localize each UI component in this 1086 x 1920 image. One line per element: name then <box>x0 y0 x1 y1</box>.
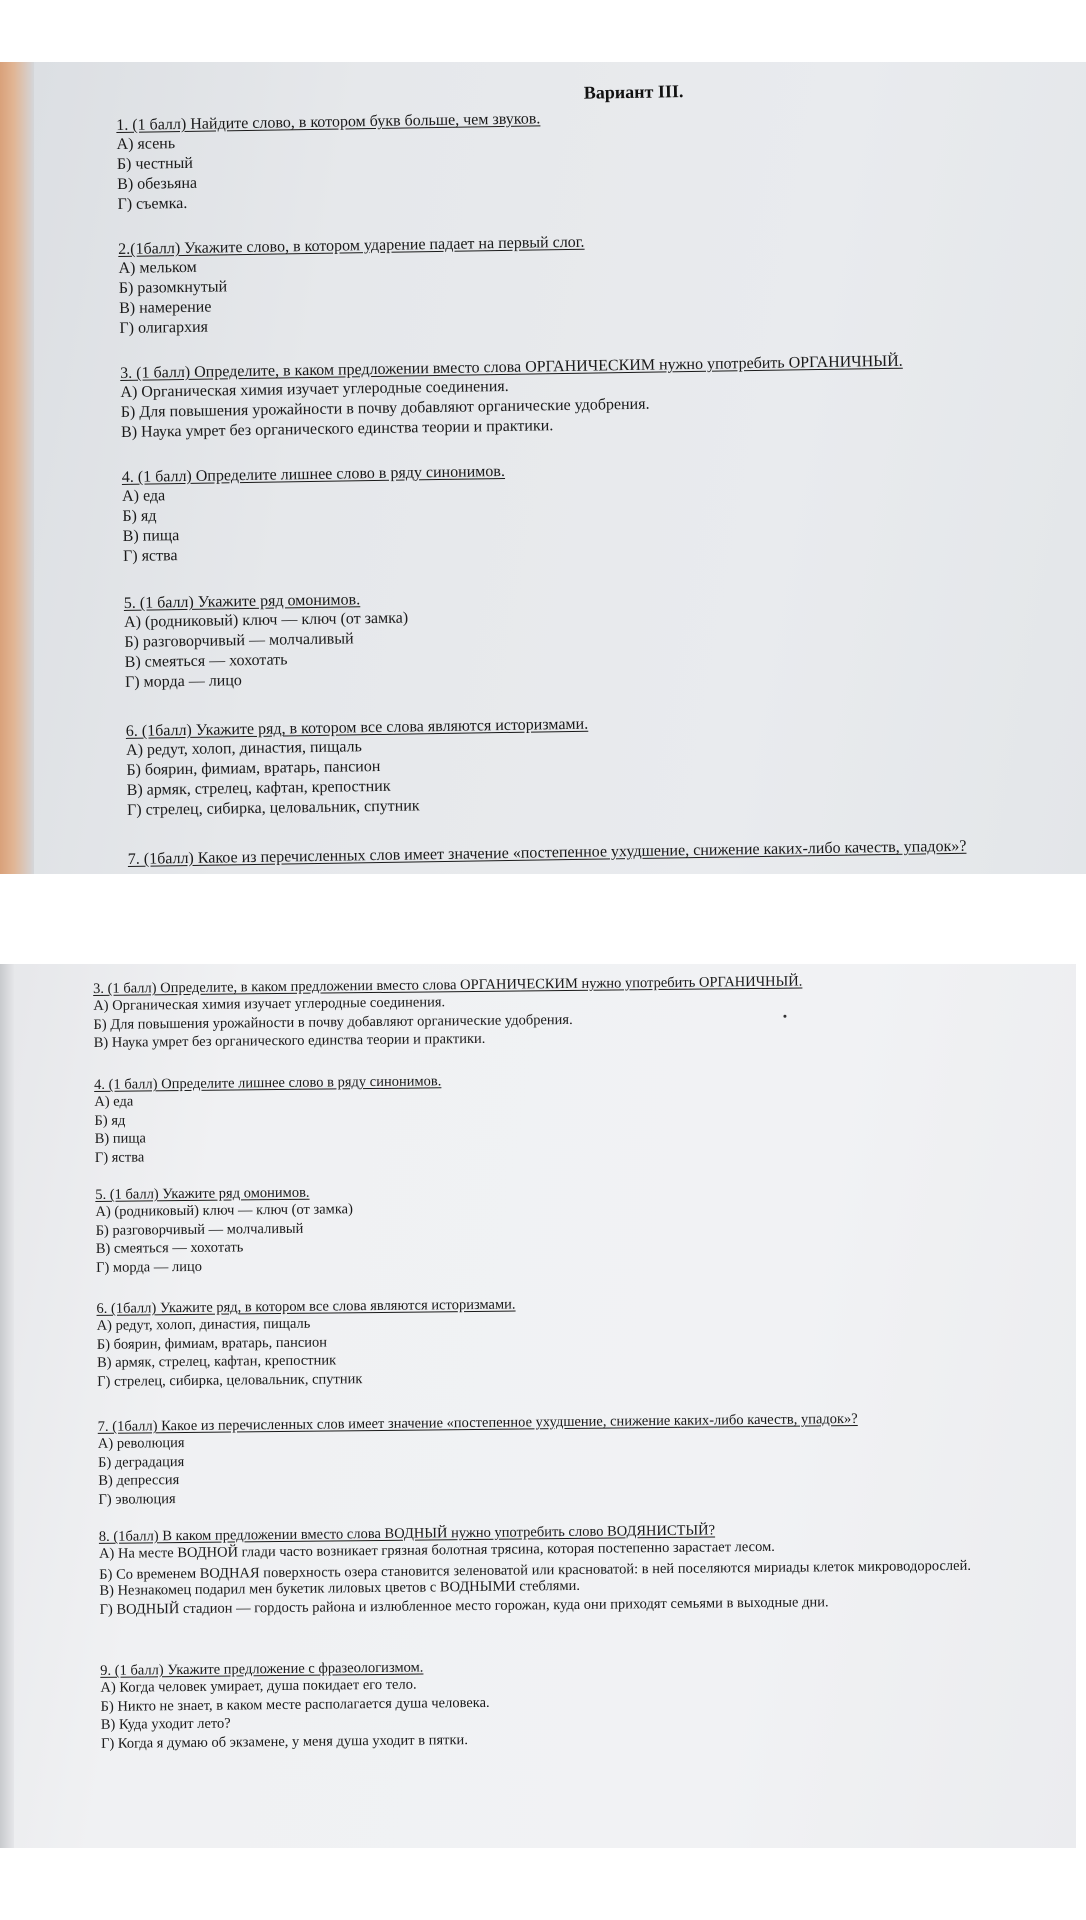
question-2-head: 2.(1балл) Укажите слово, в котором ударение падает на первый слог. <box>118 233 585 259</box>
p2-question-8-option-d: Г) ВОДНЫЙ стадион — гордость района и излюбленное место горожан, куда они приходят семьями в выходные дни. <box>99 1593 829 1618</box>
p2-question-8-option-c: В) Незнакомец подарил мен букетик лиловых цветов с ВОДНЫМИ стеблями. <box>99 1577 581 1599</box>
question-6-head: 6. (1балл) Укажите ряд, в котором все слова являются историзмами. <box>125 715 589 740</box>
question-6-option-b: Б) боярин, фимиам, вратарь, пансион <box>126 757 381 779</box>
page-1-content <box>0 62 1086 874</box>
question-1-option-a: А) ясень <box>116 135 176 154</box>
p2-question-4-option-b: Б) яд <box>94 1112 126 1129</box>
p2-question-9-option-c: В) Куда уходит лето? <box>100 1715 231 1733</box>
p2-question-8 <box>99 1521 980 1621</box>
question-5-head: 5. (1 балл) Укажите ряд омонимов. <box>123 591 361 612</box>
question-1-option-c: В) обезьяна <box>117 174 198 194</box>
ink-dot <box>783 1015 786 1018</box>
p2-question-9-option-b: Б) Никто не знает, в каком месте располагается душа человека. <box>100 1694 490 1715</box>
p2-question-7 <box>98 1412 859 1511</box>
p2-question-5-option-a: А) (родниковый) ключ — ключ (от замка) <box>95 1201 353 1220</box>
question-5-option-b: Б) разговорчивый — молчаливый <box>124 630 354 651</box>
question-4-option-b: Б) яд <box>122 507 157 525</box>
p2-question-4-option-c: В) пища <box>94 1130 147 1147</box>
p2-question-9-head: 9. (1 балл) Укажите предложение с фразеологизмом. <box>100 1659 424 1679</box>
question-2-option-a: А) мельком <box>118 258 197 278</box>
p2-question-8-option-b: Б) Со временем ВОДНАЯ поверхность озера становится зеленоватой или красноватой: в ней поселяются мириады клеток микроводорослей. <box>99 1557 972 1583</box>
question-4 <box>122 464 507 569</box>
question-3 <box>120 354 904 445</box>
p2-question-5-option-c: В) смеяться — хохотать <box>95 1239 244 1257</box>
p2-question-8-head: 8. (1балл) В каком предложении вместо слова ВОДНЫЙ нужно употребить слово ВОДЯНИСТЫЙ? <box>98 1522 716 1545</box>
question-6-option-d: Г) стрелец, сибирка, целовальник, спутник <box>126 797 420 819</box>
p2-question-9-option-a: А) Когда человек умирает, душа покидает его тело. <box>100 1676 417 1696</box>
p2-question-6-option-a: А) редут, холоп, династия, пищаль <box>96 1315 311 1334</box>
question-5-option-a: А) (родниковый) ключ — ключ (от замка) <box>123 609 409 631</box>
question-5-option-c: В) смеяться — хохотать <box>124 651 288 671</box>
question-2-option-b: Б) разомкнутый <box>118 278 228 298</box>
p2-question-9 <box>100 1660 490 1755</box>
p2-question-3-option-c: В) Наука умрет без органического единства теории и практики. <box>93 1030 486 1051</box>
page-2-content <box>0 964 1076 1848</box>
question-2-option-c: В) намерение <box>119 298 212 318</box>
p2-question-7-option-b: Б) деградация <box>97 1453 185 1471</box>
photo-page-1 <box>0 62 1086 874</box>
question-1-head: 1. (1 балл) Найдите слово, в котором букв больше, чем звуков. <box>116 110 541 135</box>
question-4-option-a: А) еда <box>121 487 166 505</box>
p2-question-6-head: 6. (1балл) Укажите ряд, в котором все слова являются историзмами. <box>96 1296 516 1317</box>
p2-question-7-head: 7. (1балл) Какое из перечисленных слов имеет значение «постепенное ухудшение, снижение каких-либо качеств, упадок»? <box>97 1410 858 1435</box>
question-6-option-c: В) армяк, стрелец, кафтан, крепостник <box>126 777 391 799</box>
p2-question-5-option-d: Г) морда — лицо <box>95 1258 203 1276</box>
p2-question-3-option-b: Б) Для повышения урожайности в почву добавляют органические удобрения. <box>93 1011 573 1033</box>
question-4-head: 4. (1 балл) Определите лишнее слово в ряду синонимов. <box>121 462 506 486</box>
p2-question-3-head: 3. (1 балл) Определите, в каком предложении вместо слова ОРГАНИЧЕСКИМ нужно употребить ОРГАНИЧНЫЙ. <box>93 973 803 997</box>
p2-question-5 <box>95 1185 353 1279</box>
p2-question-7-option-d: Г) эволюция <box>98 1490 176 1508</box>
p2-question-9-option-d: Г) Когда я думаю об экзамене, у меня душа уходит в пятки. <box>100 1731 468 1752</box>
question-4-option-d: Г) яства <box>122 547 178 565</box>
question-1 <box>116 111 542 217</box>
question-7-head-cut: 7. (1балл) Какое из перечисленных слов имеет значение «постепенное ухудшение, снижение каких-либо качеств, упадок»? <box>127 837 967 868</box>
question-7-cut <box>128 839 967 871</box>
variant-title: Вариант III. <box>583 81 684 103</box>
question-5 <box>124 592 410 695</box>
p2-question-5-option-b: Б) разговорчивый — молчаливый <box>95 1220 304 1239</box>
photo-page-2 <box>0 964 1076 1848</box>
question-3-option-b: Б) Для повышения урожайности в почву добавляют органические удобрения. <box>120 395 650 421</box>
p2-question-5-head: 5. (1 балл) Укажите ряд омонимов. <box>95 1184 310 1203</box>
p2-question-8-option-a: А) На месте ВОДНОЙ глади часто возникает грязная болотная трясина, которая постепенно зарастает лесом. <box>98 1538 775 1562</box>
p2-question-6-option-c: В) армяк, стрелец, кафтан, крепостник <box>96 1352 337 1371</box>
p2-question-6 <box>96 1298 516 1393</box>
question-6-option-a: А) редут, холоп, династия, пищаль <box>125 738 362 759</box>
p2-question-4-head: 4. (1 балл) Определите лишнее слово в ряду синонимов. <box>94 1073 442 1093</box>
question-3-option-a: А) Органическая химия изучает углеродные соединения. <box>120 377 509 401</box>
question-1-option-b: Б) честный <box>116 154 194 174</box>
question-4-option-c: В) пища <box>122 527 180 545</box>
p2-question-4-option-d: Г) яства <box>94 1148 145 1166</box>
p2-question-7-option-c: В) депрессия <box>98 1472 180 1489</box>
p2-question-4 <box>94 1074 442 1169</box>
p2-question-4-option-a: А) еда <box>94 1093 134 1110</box>
p2-question-6-option-b: Б) боярин, фимиам, вратарь, пансион <box>96 1334 328 1353</box>
p2-question-3-option-a: А) Органическая химия изучает углеродные соединения. <box>93 994 446 1014</box>
question-2 <box>118 235 586 341</box>
p2-question-6-option-d: Г) стрелец, сибирка, целовальник, спутник <box>97 1370 363 1390</box>
question-1-option-d: Г) съемка. <box>117 194 188 214</box>
question-3-head: 3. (1 балл) Определите, в каком предложении вместо слова ОРГАНИЧЕСКИМ нужно употребить ОРГАНИЧНЫЙ. <box>120 352 903 382</box>
p2-question-3 <box>93 975 803 1055</box>
question-6 <box>126 717 590 823</box>
question-2-option-d: Г) олигархия <box>119 318 209 338</box>
question-5-option-d: Г) морда — лицо <box>124 672 242 691</box>
question-3-option-c: В) Наука умрет без органического единства теории и практики. <box>120 417 554 441</box>
p2-question-7-option-a: А) революция <box>97 1435 185 1452</box>
